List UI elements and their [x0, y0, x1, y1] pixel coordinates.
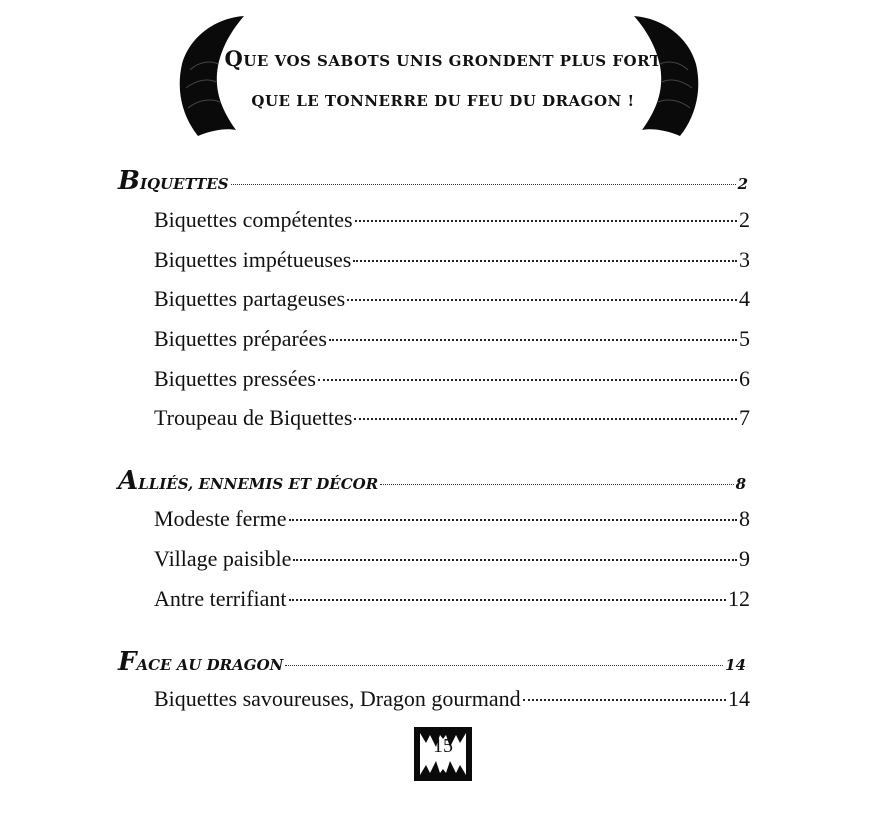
section-initial: F	[118, 647, 137, 677]
entry-page-number: 14	[728, 686, 750, 711]
section-title	[118, 647, 283, 677]
entry-page-number: 6	[739, 366, 750, 391]
toc-section-face-au-dragon[interactable]	[118, 647, 746, 677]
section-page-number: 2	[737, 175, 748, 193]
entry-page-number: 5	[739, 326, 750, 351]
dot-leader	[355, 220, 737, 222]
toc-entry[interactable]	[154, 405, 750, 431]
dot-leader	[380, 484, 733, 485]
section-title	[118, 166, 229, 196]
section-page-number: 8	[735, 475, 746, 493]
entry-title: Modeste ferme	[154, 506, 287, 531]
motto-initial: Q	[224, 46, 244, 71]
toc-entry[interactable]	[154, 326, 750, 352]
section-title-text: IQUETTES	[139, 175, 229, 193]
toc-entry[interactable]	[154, 586, 750, 612]
entry-page-number: 2	[739, 207, 750, 232]
dot-leader	[353, 260, 737, 262]
toc-entry[interactable]	[154, 546, 750, 572]
toc-entry[interactable]	[154, 366, 750, 392]
motto-line-1-text: UE VOS SABOTS UNIS GRONDENT PLUS FORT	[243, 52, 662, 70]
entry-title: Biquettes pressées	[154, 366, 316, 391]
entry-title: Biquettes savoureuses, Dragon gourmand	[154, 686, 521, 711]
toc-entry[interactable]	[154, 207, 750, 233]
toc-section-biquettes[interactable]	[118, 166, 748, 196]
entry-title: Biquettes compétentes	[154, 207, 353, 232]
entry-title: Biquettes préparées	[154, 326, 327, 351]
toc-entry[interactable]	[154, 506, 750, 532]
section-page-number: 14	[725, 656, 746, 674]
entry-page-number: 9	[739, 546, 750, 571]
dot-leader	[347, 299, 737, 301]
dot-leader	[285, 665, 723, 666]
toc-entry[interactable]	[154, 686, 750, 712]
entry-page-number: 8	[739, 506, 750, 531]
entry-page-number: 3	[739, 247, 750, 272]
entry-title: Antre terrifiant	[154, 586, 287, 611]
section-initial: A	[118, 466, 139, 496]
entry-page-number: 12	[728, 586, 750, 611]
dot-leader	[289, 519, 737, 521]
dot-leader	[523, 699, 726, 701]
section-title-text: LLIÉS, ENNEMIS ET DÉCOR	[138, 475, 379, 493]
entry-title: Village paisible	[154, 546, 292, 571]
entry-title: Troupeau de Biquettes	[154, 405, 353, 430]
dot-leader	[293, 559, 737, 561]
dot-leader	[329, 339, 737, 341]
dot-leader	[231, 184, 736, 185]
page-number: 15	[433, 735, 453, 757]
dot-leader	[354, 418, 737, 420]
entry-page-number: 4	[739, 286, 750, 311]
dot-leader	[289, 599, 726, 601]
toc-entry[interactable]	[154, 247, 750, 273]
dot-leader	[318, 379, 737, 381]
section-title	[118, 466, 378, 496]
section-initial: B	[118, 166, 140, 196]
entry-title: Biquettes impétueuses	[154, 247, 352, 272]
toc-entry[interactable]	[154, 286, 750, 312]
entry-title: Biquettes partageuses	[154, 286, 346, 311]
motto-line-2: QUE LE TONNERRE DU FEU DU DRAGON !	[251, 92, 635, 110]
section-title-text: ACE AU DRAGON	[136, 656, 284, 674]
toc-section-allies[interactable]	[118, 466, 746, 496]
entry-page-number: 7	[739, 405, 750, 430]
